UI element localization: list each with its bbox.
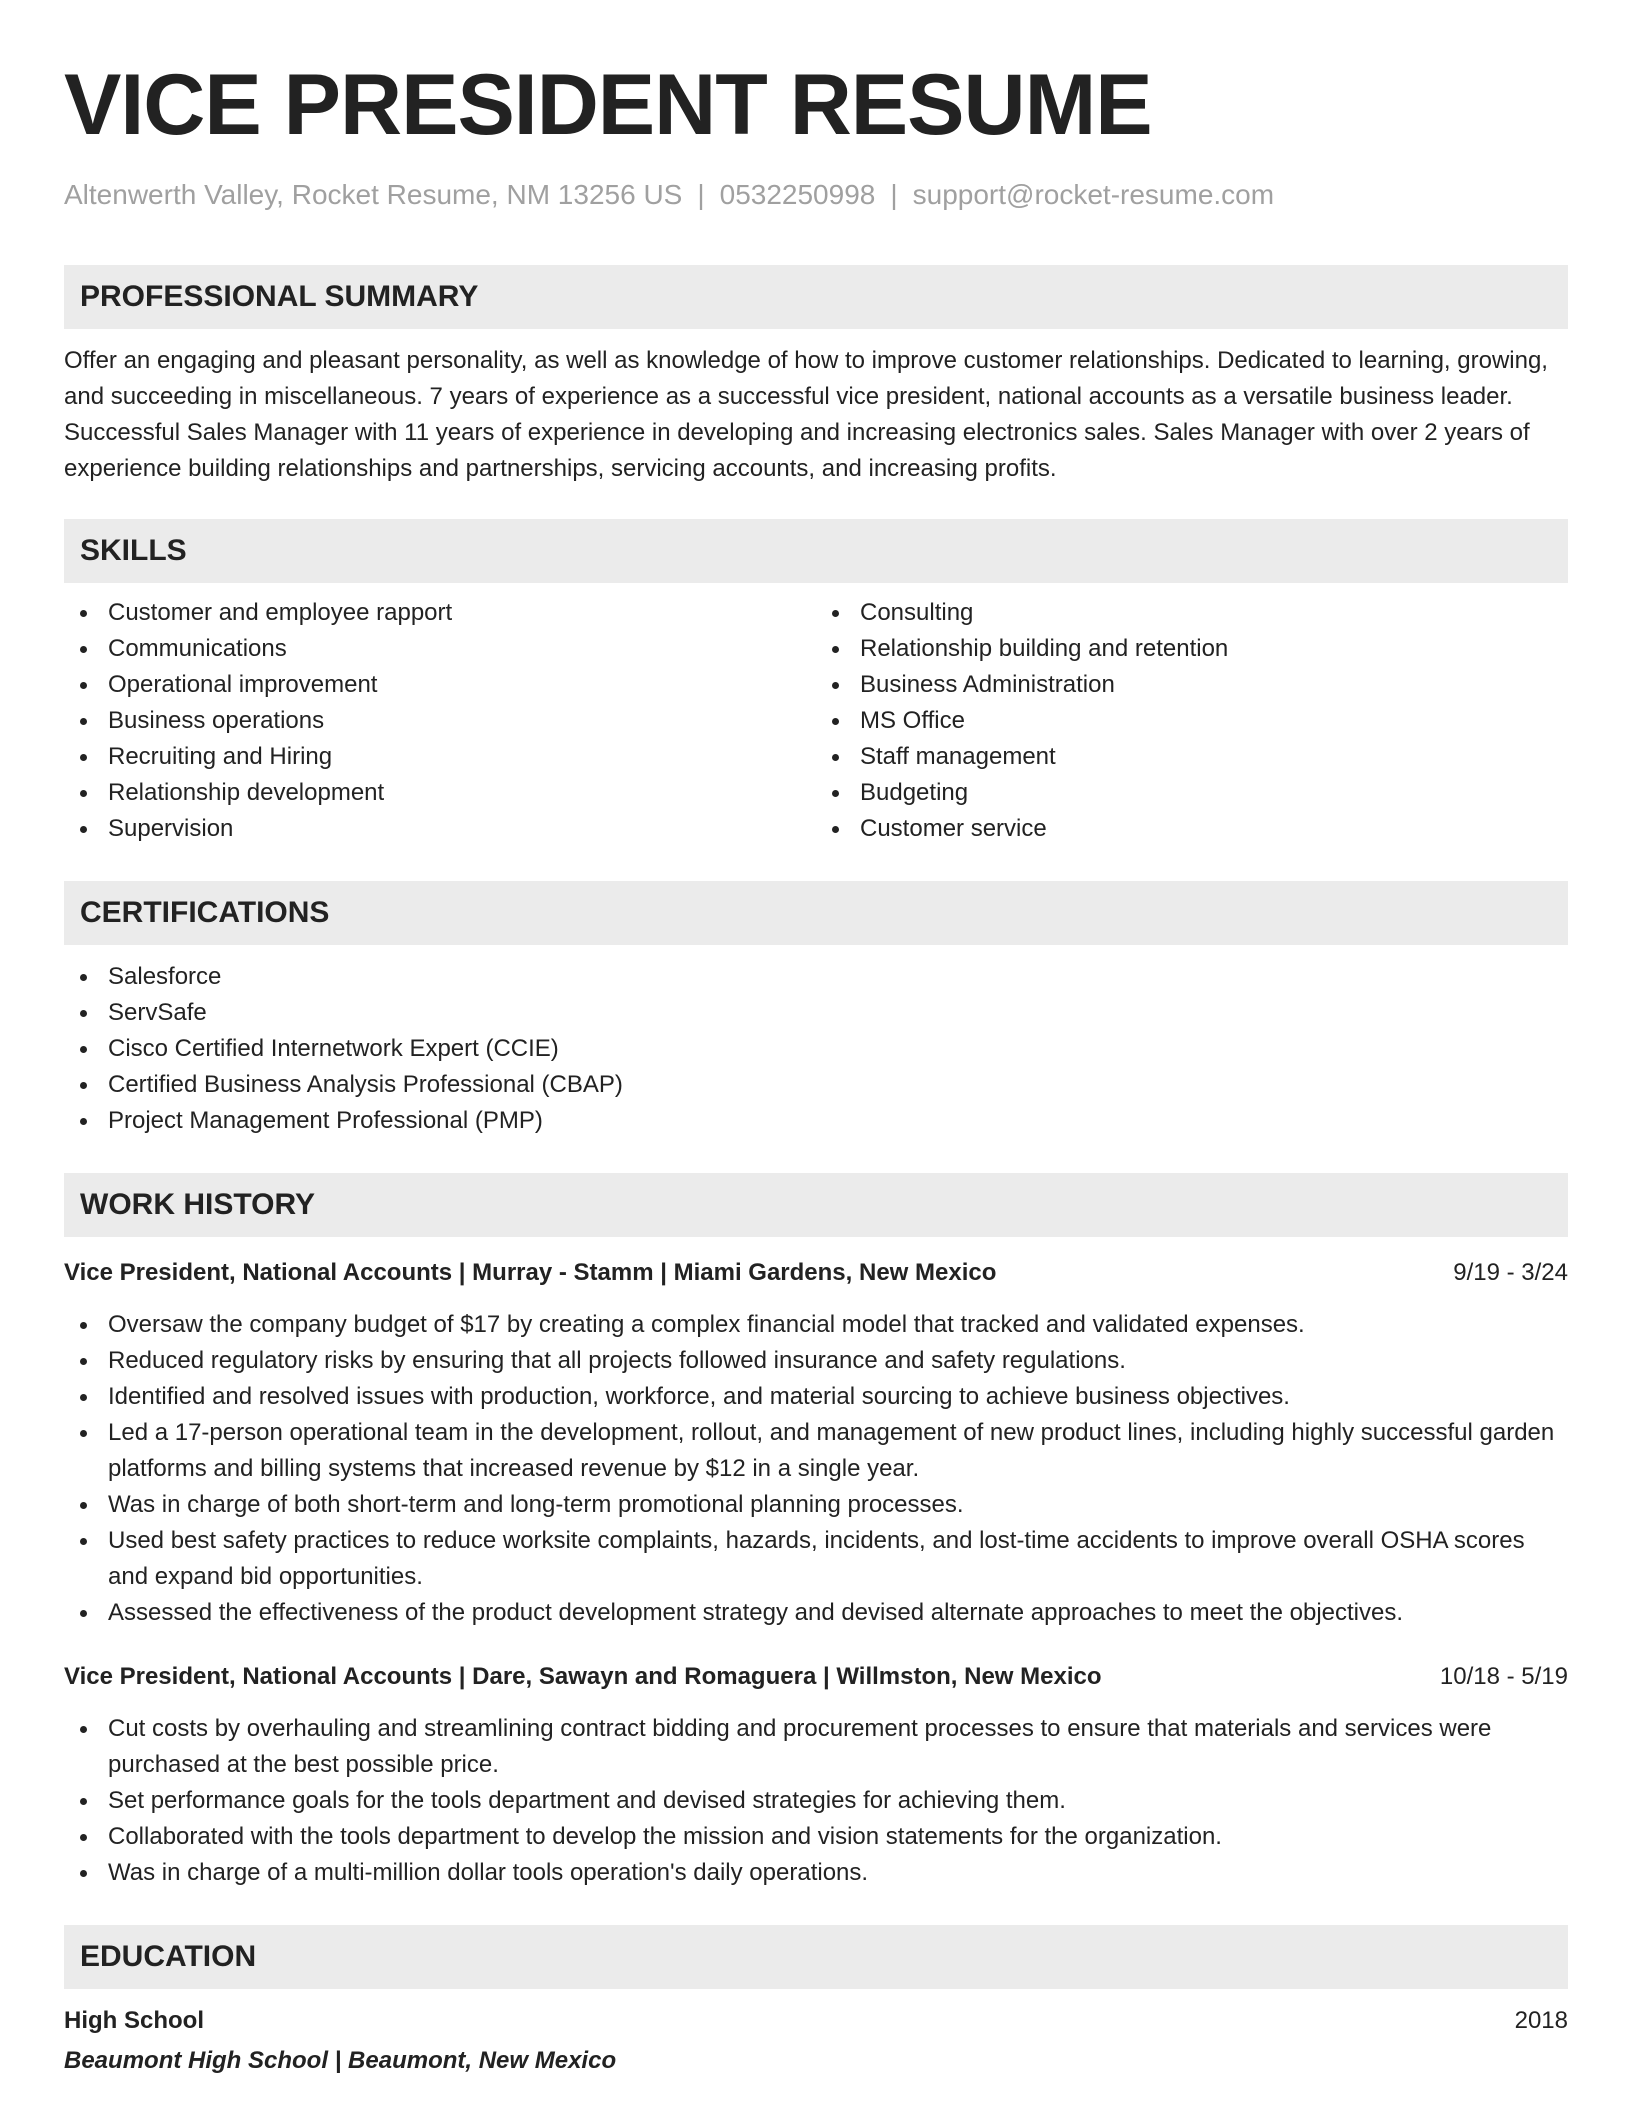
skill-item: Business Administration [816,667,1568,703]
skills-columns [64,595,1568,847]
contact-phone: 0532250998 [719,179,876,210]
certification-item: Salesforce [64,959,1568,995]
section-heading: WORK HISTORY [64,1173,1568,1237]
skill-item: Consulting [816,595,1568,631]
contact-address: Altenwerth Valley, Rocket Resume, NM 13256 US [64,179,683,210]
job-header [64,1257,1568,1289]
job-bullet: Oversaw the company budget of $17 by creating a complex financial model that tracked and validated expenses. [64,1307,1568,1343]
section-heading: SKILLS [64,519,1568,583]
job-bullet: Collaborated with the tools department to develop the mission and vision statements for the organization. [64,1819,1568,1855]
skill-item: Business operations [64,703,816,739]
job-title: Vice President, National Accounts | Murray - Stamm | Miami Gardens, New Mexico [64,1259,997,1286]
skill-item: Recruiting and Hiring [64,739,816,775]
resume-title: VICE PRESIDENT RESUME [64,57,1152,153]
contact-line [64,177,1568,213]
job-bullet: Identified and resolved issues with production, workforce, and material sourcing to achieve business objectives. [64,1379,1568,1415]
certification-item: Cisco Certified Internetwork Expert (CCIE) [64,1031,1568,1067]
skill-item: Relationship development [64,775,816,811]
summary-text: Offer an engaging and pleasant personality, as well as knowledge of how to improve customer relationships. Dedicated to learning, growing, and succeeding in miscellaneous. 7 years of experience as a successful vice president, national accounts as a versatile business leader. Successful Sales Manager with 11 years of experience in developing and increasing electronics sales. Sales Manager with over 2 years of experience building relationships and partnerships, servicing accounts, and increasing profits. [64,347,1548,482]
contact-email: support@rocket-resume.com [912,179,1275,210]
job-bullet: Cut costs by overhauling and streamlining contract bidding and procurement processes to ensure that materials and services were purchased at the best possible price. [64,1711,1568,1783]
skill-item: Communications [64,631,816,667]
certification-item: ServSafe [64,995,1568,1031]
work-history-section [64,1173,1568,1891]
job-dates: 10/18 - 5/19 [1439,1663,1568,1690]
job-bullet: Was in charge of a multi-million dollar tools operation's daily operations. [64,1855,1568,1891]
skill-item: Budgeting [816,775,1568,811]
job-bullets [64,1307,1568,1631]
education-year: 2018 [1514,2007,1568,2034]
education-degree: High School [64,2007,204,2034]
section-heading: EDUCATION [64,1925,1568,1989]
job-bullets [64,1711,1568,1891]
skill-item: Operational improvement [64,667,816,703]
job-bullet: Led a 17-person operational team in the development, rollout, and management of new product lines, including highly successful garden platforms and billing systems that increased revenue by $12 in a single year. [64,1415,1568,1487]
job-dates: 9/19 - 3/24 [1453,1259,1568,1286]
skill-item: Customer and employee rapport [64,595,816,631]
skill-item: Relationship building and retention [816,631,1568,667]
certifications-section [64,881,1568,1139]
job-header [64,1661,1568,1693]
contact-separator: | [890,179,898,210]
job-bullet: Used best safety practices to reduce worksite complaints, hazards, incidents, and lost-time accidents to improve overall OSHA scores and expand bid opportunities. [64,1523,1568,1595]
education-row [64,2003,1568,2039]
job-bullet: Assessed the effectiveness of the product development strategy and devised alternate approaches to meet the objectives. [64,1595,1568,1631]
education-section [64,1925,1568,2079]
job-bullet: Set performance goals for the tools department and devised strategies for achieving them. [64,1783,1568,1819]
certification-item: Certified Business Analysis Professional (CBAP) [64,1067,1568,1103]
job-bullet: Was in charge of both short-term and long-term promotional planning processes. [64,1487,1568,1523]
summary-section [64,265,1568,487]
skill-item: MS Office [816,703,1568,739]
certification-item: Project Management Professional (PMP) [64,1103,1568,1139]
skills-section [64,519,1568,847]
certifications-list [64,959,1568,1139]
job-bullet: Reduced regulatory risks by ensuring that all projects followed insurance and safety regulations. [64,1343,1568,1379]
section-heading: CERTIFICATIONS [64,881,1568,945]
job-title: Vice President, National Accounts | Dare, Sawayn and Romaguera | Willmston, New Mexico [64,1663,1102,1690]
skill-item: Supervision [64,811,816,847]
skills-list-left [64,595,816,847]
job-entry [64,1257,1568,1631]
job-entry [64,1661,1568,1891]
education-school: Beaumont High School | Beaumont, New Mexico [64,2047,617,2074]
section-heading: PROFESSIONAL SUMMARY [64,265,1568,329]
contact-separator: | [697,179,705,210]
skill-item: Customer service [816,811,1568,847]
skill-item: Staff management [816,739,1568,775]
skills-list-right [816,595,1568,847]
